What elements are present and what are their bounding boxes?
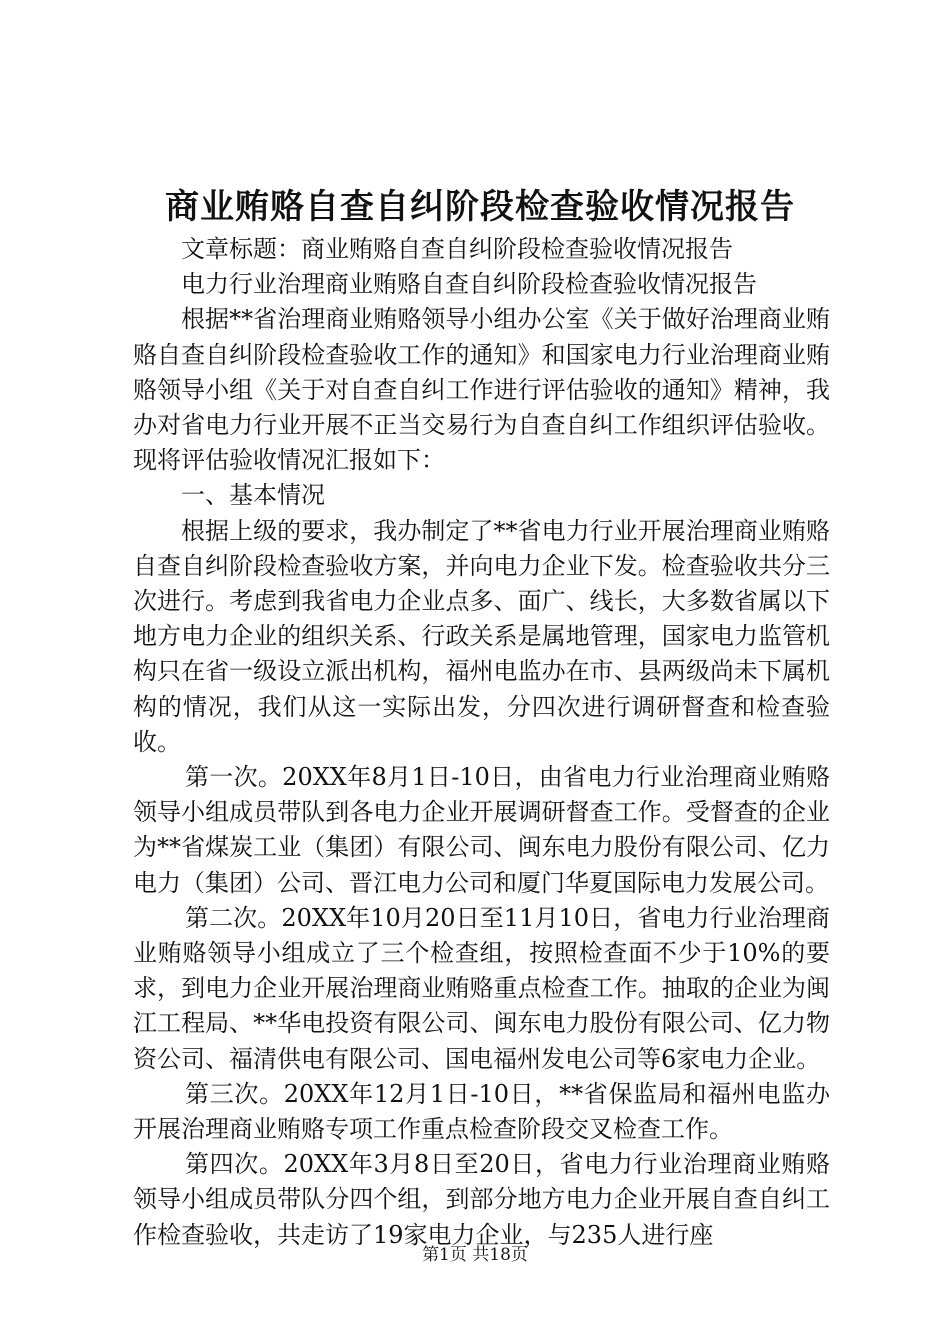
second-inspection-paragraph: 第二次。20XX年10月20日至11月10日，省电力行业治理商业贿赂领导小组成立了三个检查组，按照检查面不少于10%的要求，到电力企业开展治理商业贿赂重点检查工作。抽取的企业为闽江工程局、**华电投资有限公司、闽东电力股份有限公司、亿力物资公司、福清供电有限公司、国电福州发电公司等6家电力企业。 [133, 903, 830, 1073]
page-number-footer: 第1页 共18页 [422, 1245, 528, 1265]
basic-situation-paragraph: 根据上级的要求，我办制定了**省电力行业开展治理商业贿赂自查自纠阶段检查验收方案，并向电力企业下发。检查验收共分三次进行。考虑到我省电力企业点多、面广、线长，大多数省属以下地方电力企业的组织关系、行政关系是属地管理，国家电力监管机构只在省一级设立派出机构，福州电监办在市、县两级尚未下属机构的情况，我们从这一实际出发，分四次进行调研督查和检查验收。 [133, 516, 830, 756]
section-heading-basic: 一、基本情况 [181, 481, 325, 510]
fourth-inspection-paragraph: 第四次。20XX年3月8日至20日，省电力行业治理商业贿赂领导小组成员带队分四个组，到部分地方电力企业开展自查自纠工作检查验收，共走访了19家电力企业，与235人进行座 [133, 1150, 830, 1249]
intro-paragraph: 根据**省治理商业贿赂领导小组办公室《关于做好治理商业贿赂自查自纠阶段检查验收工作的通知》和国家电力行业治理商业贿赂领导小组《关于对自查自纠工作进行评估验收的通知》精神，我办对省电力行业开展不正当交易行为自查自纠工作组织评估验收。现将评估验收情况汇报如下： [133, 305, 830, 475]
document-body [133, 232, 830, 1253]
first-inspection-paragraph: 第一次。20XX年8月1日-10日，由省电力行业治理商业贿赂领导小组成员带队到各电力企业开展调研督查工作。受督查的企业为**省煤炭工业（集团）有限公司、闽东电力股份有限公司、亿力电力（集团）公司、晋江电力公司和厦门华夏国际电力发展公司。 [133, 763, 830, 897]
third-inspection-paragraph: 第三次。20XX年12月1日-10日，**省保监局和福州电监办开展治理商业贿赂专项工作重点检查阶段交叉检查工作。 [133, 1079, 830, 1144]
report-subtitle: 电力行业治理商业贿赂自查自纠阶段检查验收情况报告 [181, 270, 757, 299]
article-title-line: 文章标题：商业贿赂自查自纠阶段检查验收情况报告 [181, 235, 733, 263]
document-title: 商业贿赂自查自纠阶段检查验收情况报告 [165, 187, 795, 227]
